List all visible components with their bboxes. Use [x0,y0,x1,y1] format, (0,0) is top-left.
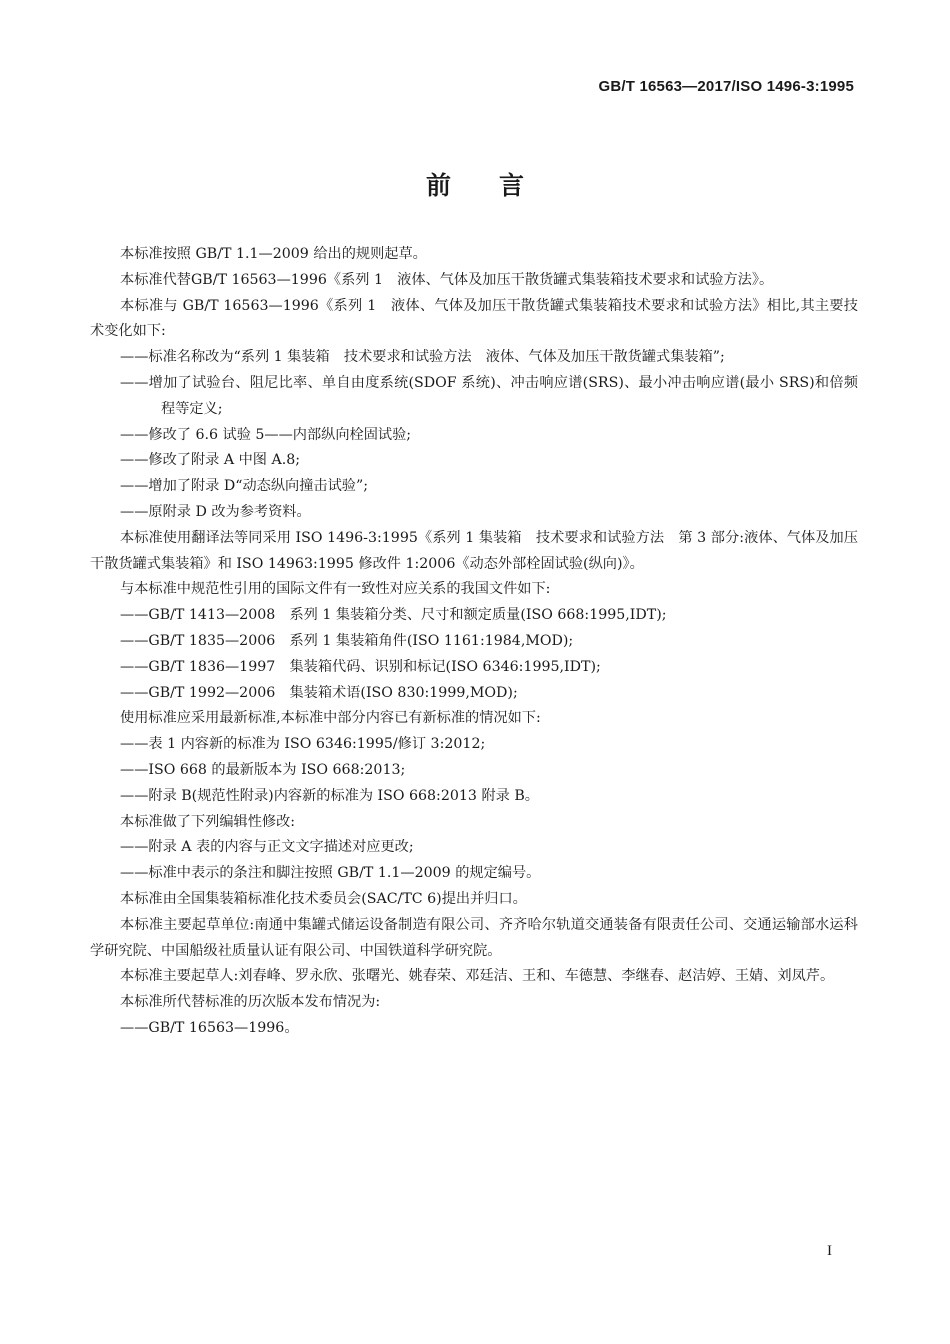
paragraph: 本标准代替GB/T 16563—1996《系列 1 液体、气体及加压干散货罐式集装箱技术要求和试验方法》。 [120,271,774,288]
list-item: ——标准中表示的条注和脚注按照 GB/T 1.1—2009 的规定编号。 [120,865,541,882]
paragraph: 本标准主要起草人:刘春峰、罗永欣、张曙光、姚春荣、邓廷洁、王和、车德慧、李继春、赵洁婷、王婧、刘凤芹。 [120,968,835,985]
list-item: ——修改了附录 A 中图 A.8; [120,452,301,469]
paragraph: 本标准主要起草单位:南通中集罐式储运设备制造有限公司、齐齐哈尔轨道交通装备有限责任公司、交通运输部水运科学研究院、中国船级社质量认证有限公司、中国铁道科学研究院。 [90,916,858,959]
list-item: ——修改了 6.6 试验 5——内部纵向栓固试验; [120,426,412,443]
page-title: 前言 [425,171,572,200]
list-item: ——增加了试验台、阻尼比率、单自由度系统(SDOF 系统)、冲击响应谱(SRS)、最小冲击响应谱(最小 SRS)和倍频程等定义; [120,374,858,417]
paragraph: 本标准按照 GB/T 1.1—2009 给出的规则起草。 [120,246,427,262]
list-item: ——GB/T 1835—2006 系列 1 集装箱角件(ISO 1161:1984,MOD); [120,632,574,649]
list-item: ——GB/T 1413—2008 系列 1 集装箱分类、尺寸和额定质量(ISO 668:1995,IDT); [120,607,667,624]
paragraph: 使用标准应采用最新标准,本标准中部分内容已有新标准的情况如下: [120,710,541,727]
paragraph: 本标准由全国集装箱标准化技术委员会(SAC/TC 6)提出并归口。 [120,890,527,907]
list-item: ——附录 A 表的内容与正文文字描述对应更改; [120,839,414,856]
paragraph: 本标准做了下列编辑性修改: [120,813,296,830]
paragraph: 与本标准中规范性引用的国际文件有一致性对应关系的我国文件如下: [120,581,551,598]
list-item: ——增加了附录 D“动态纵向撞击试验”; [120,478,368,495]
standard-code: GB/T 16563—2017/ISO 1496-3:1995 [598,78,854,95]
paragraph: 本标准与 GB/T 16563—1996《系列 1 液体、气体及加压干散货罐式集装箱技术要求和试验方法》相比,其主要技术变化如下: [90,297,858,340]
paragraph: 本标准所代替标准的历次版本发布情况为: [120,994,381,1011]
paragraph: 本标准使用翻译法等同采用 ISO 1496-3:1995《系列 1 集装箱 技术要求和试验方法 第 3 部分:液体、气体及加压干散货罐式集装箱》和 ISO 14963:1995 修改件 1:2006《动态外部栓固试验(纵向)》。 [90,529,858,572]
list-item: ——表 1 内容新的标准为 ISO 6346:1995/修订 3:2012; [120,736,486,753]
list-item: ——GB/T 1836—1997 集装箱代码、识别和标记(ISO 6346:1995,IDT); [120,658,601,675]
list-item: ——ISO 668 的最新版本为 ISO 668:2013; [120,761,406,778]
page-number: I [827,1243,832,1259]
list-item: ——标准名称改为“系列 1 集装箱 技术要求和试验方法 液体、气体及加压干散货罐式集装箱”; [120,349,725,366]
list-item: ——GB/T 16563—1996。 [120,1019,299,1036]
list-item: ——原附录 D 改为参考资料。 [120,503,311,520]
preface-body [90,242,858,1042]
list-item: ——GB/T 1992—2006 集装箱术语(ISO 830:1999,MOD); [120,684,518,701]
list-item: ——附录 B(规范性附录)内容新的标准为 ISO 668:2013 附录 B。 [120,787,539,804]
